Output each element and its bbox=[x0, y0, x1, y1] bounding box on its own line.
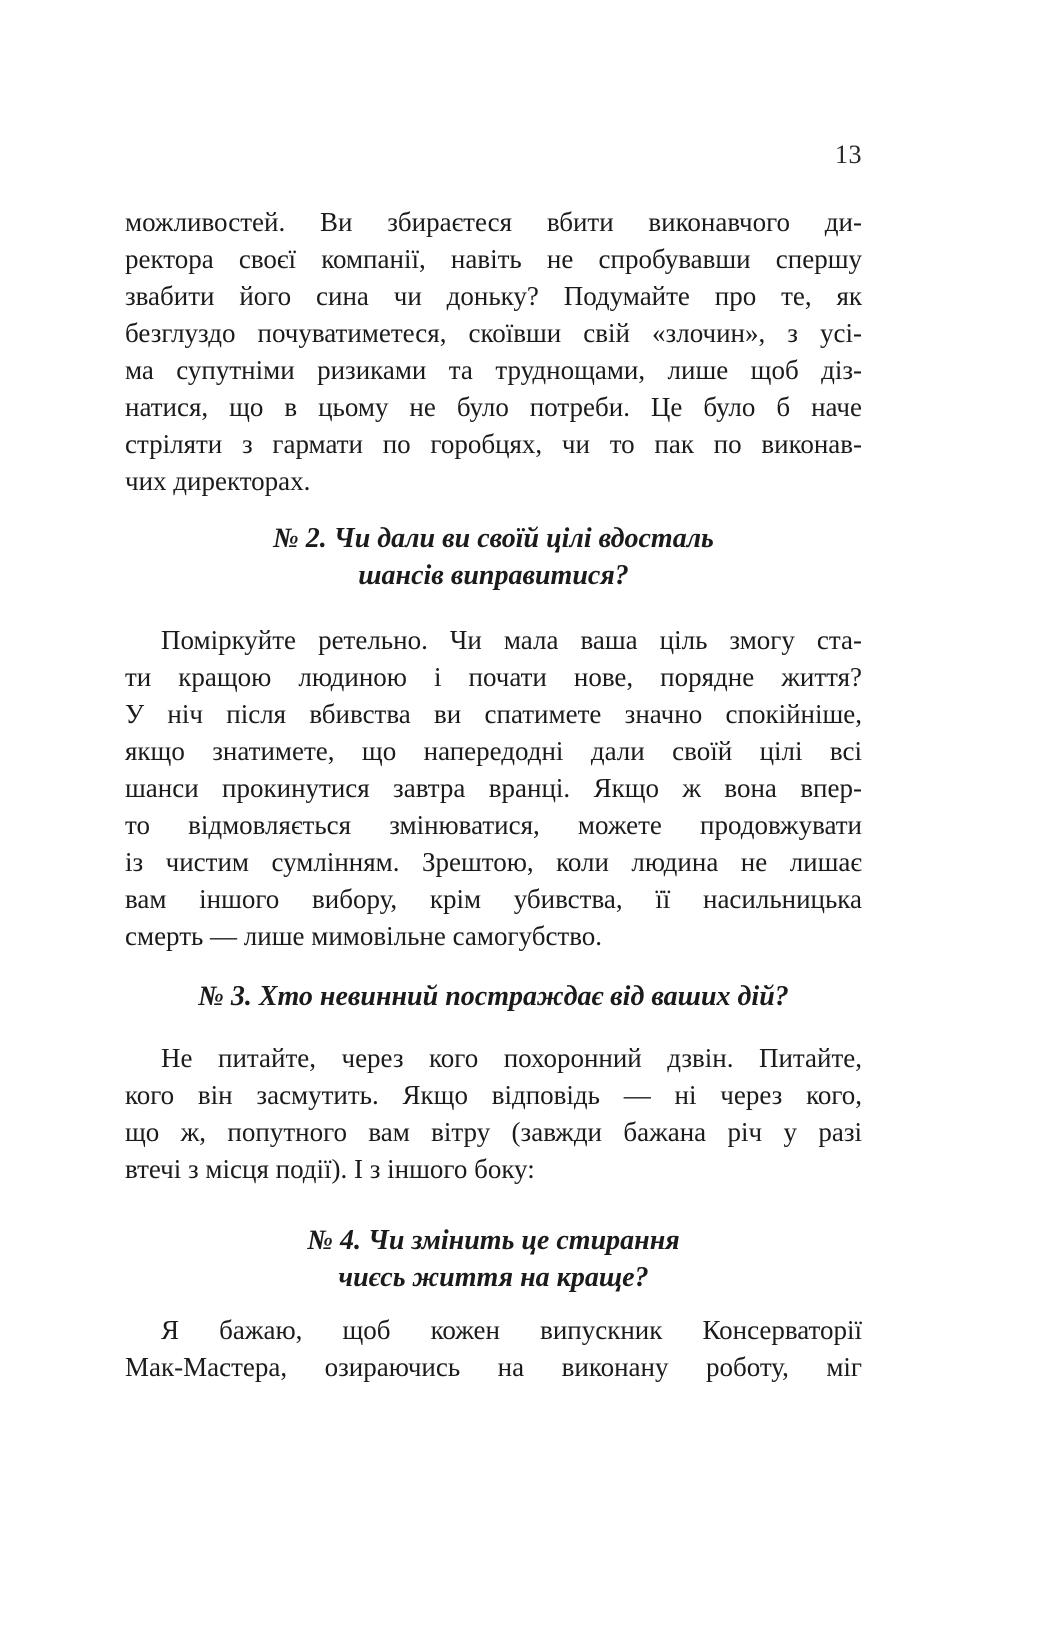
body-text-line: що ж, попутного вам вітру (завжди бажана річ у разі bbox=[125, 1117, 862, 1147]
section-heading-4 bbox=[125, 1222, 862, 1296]
body-text-line: із чистим сумлінням. Зрештою, коли людина не лишає bbox=[125, 847, 862, 877]
heading-line: № 4. Чи змінить це стирання bbox=[307, 1225, 680, 1256]
body-text-line: Поміркуйте ретельно. Чи мала ваша ціль змогу ста- bbox=[161, 625, 862, 655]
body-text-line: чих директорах. bbox=[125, 466, 311, 496]
body-text-line: ма супутніми ризиками та труднощами, лише щоб діз- bbox=[125, 355, 862, 385]
body-text-line: ти кращою людиною і почати нове, порядне життя? bbox=[125, 662, 862, 692]
heading-line: № 2. Чи дали ви своїй цілі вдосталь bbox=[273, 523, 714, 554]
body-text-line: смерть — лише мимовільне самогубство. bbox=[125, 921, 603, 951]
body-text-line: можливостей. Ви збираєтеся вбити виконавчого ди- bbox=[125, 207, 862, 237]
heading-line: № 3. Хто невинний постраждає від ваших дій? bbox=[198, 981, 789, 1012]
body-text-line: то відмовляється змінюватися, можете продовжувати bbox=[125, 810, 862, 840]
body-text-line: У ніч після вбивства ви спатимете значно спокійніше, bbox=[125, 699, 862, 729]
page-number: 13 bbox=[835, 140, 862, 169]
paragraph-section-2 bbox=[125, 622, 862, 955]
body-text-line: безглуздо почуватиметеся, скоївши свій «злочин», з усі- bbox=[125, 318, 862, 348]
paragraph-continuation bbox=[125, 204, 862, 500]
paragraph-section-3 bbox=[125, 1040, 862, 1188]
body-text-line: вам іншого вибору, крім убивства, її насильницька bbox=[125, 884, 862, 914]
body-text-line: натися, що в цьому не було потреби. Це було б наче bbox=[125, 392, 862, 422]
body-text-line: Я бажаю, щоб кожен випускник Консерваторії bbox=[161, 1315, 862, 1345]
body-text-line: Не питайте, через кого похоронний дзвін. Питайте, bbox=[161, 1043, 862, 1073]
body-text-line: шанси прокинутися завтра вранці. Якщо ж вона впер- bbox=[125, 773, 862, 803]
heading-line: чиєсь життя на краще? bbox=[338, 1262, 649, 1293]
body-text-line: ректора своєї компанії, навіть не спробувавши спершу bbox=[125, 244, 862, 274]
paragraph-section-4 bbox=[125, 1312, 862, 1386]
body-text-line: кого він засмутить. Якщо відповідь — ні через кого, bbox=[125, 1080, 862, 1110]
body-text-line: звабити його сина чи доньку? Подумайте про те, як bbox=[125, 281, 862, 311]
section-heading-2 bbox=[125, 520, 862, 594]
body-text-line: Мак-Мастера, озираючись на виконану роботу, міг bbox=[125, 1352, 862, 1382]
heading-line: шансів виправитися? bbox=[358, 560, 629, 591]
body-text-line: втечі з місця події). І з іншого боку: bbox=[125, 1154, 535, 1184]
section-heading-3 bbox=[125, 978, 862, 1015]
body-text-line: якщо знатимете, що напередодні дали своїй цілі всі bbox=[125, 736, 862, 766]
body-text-line: стріляти з гармати по горобцях, чи то пак по виконав- bbox=[125, 429, 862, 459]
